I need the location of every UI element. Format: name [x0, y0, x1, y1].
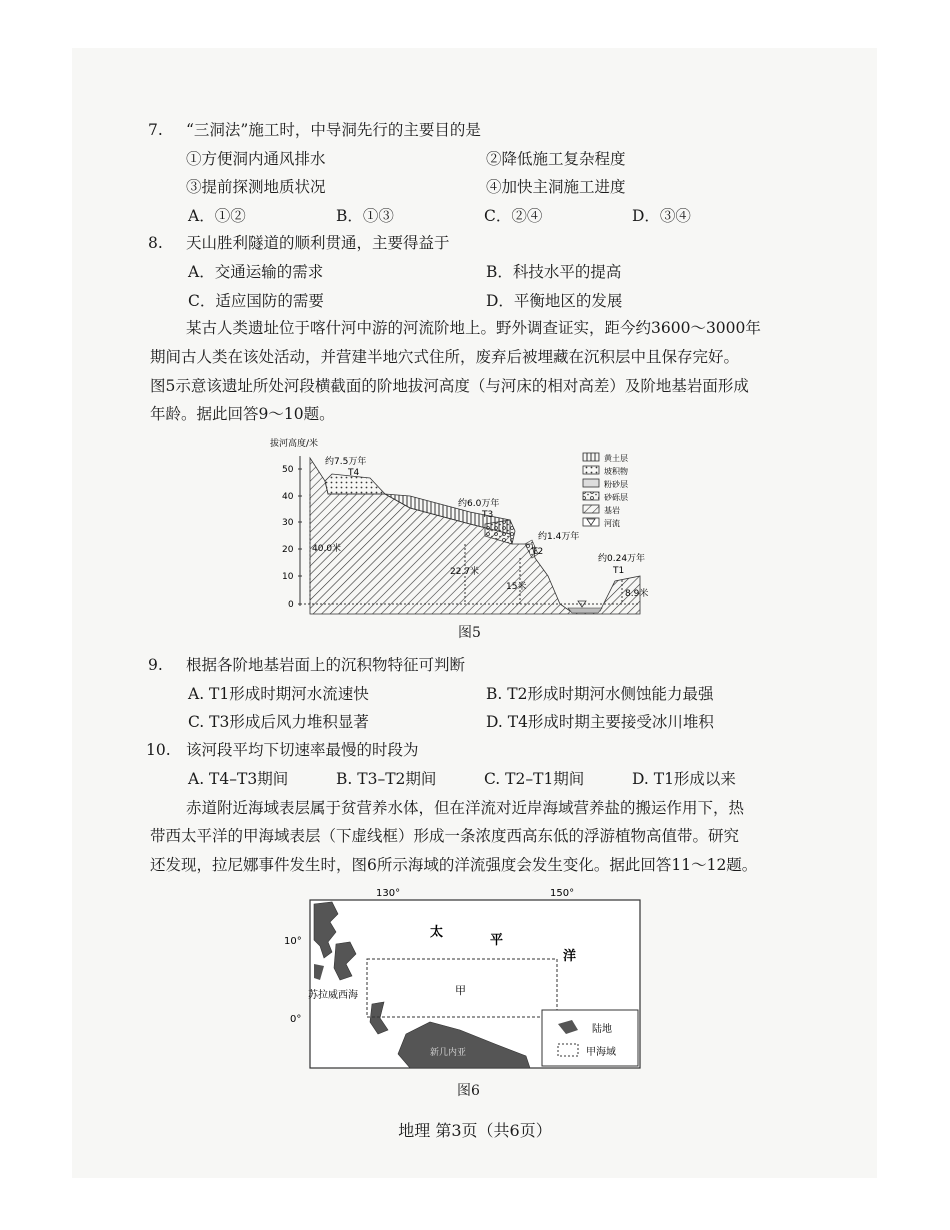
q7-option-d: D．③④	[632, 207, 691, 225]
fig5-legend-loess: 黄土层	[604, 454, 628, 463]
figure-5-terrace-profile	[270, 436, 670, 616]
passage2-line-2: 带西太平洋的甲海域表层（下虚线框）形成一条浓度西高东低的浮游植物高值带。研究	[150, 827, 740, 845]
fig5-legend	[583, 453, 628, 528]
q8-option-b: B．科技水平的提高	[486, 263, 622, 281]
q7-item-3: ③提前探测地质状况	[186, 178, 326, 196]
q7-number: 7.	[148, 121, 163, 139]
q7-stem: “三洞法”施工时，中导洞先行的主要目的是	[186, 121, 481, 139]
fig5-t3-age: 约6.0万年	[458, 499, 500, 509]
q7-item-1: ①方便洞内通风排水	[186, 150, 326, 168]
figure-6-sea-map	[280, 884, 650, 1074]
fig5-legend-slope: 坡积物	[604, 467, 628, 476]
fig6-lon-150: 150°	[550, 888, 575, 899]
fig5-legend-river: 河流	[604, 519, 620, 528]
fig5-ytick-30: 30	[282, 518, 294, 528]
passage1-line-1: 某古人类遗址位于喀什河中游的河流阶地上。野外调查证实，距今约3600～3000年	[186, 319, 761, 337]
fig5-ytick-20: 20	[282, 545, 294, 555]
fig5-river	[568, 608, 602, 613]
fig5-t2-age: 约1.4万年	[538, 532, 580, 542]
fig5-ytick-10: 10	[282, 572, 294, 582]
fig6-lat-10: 10°	[284, 936, 302, 947]
q8-number: 8.	[148, 234, 163, 252]
fig5-ytick-50: 50	[282, 465, 294, 475]
q7-option-a: A．①②	[188, 207, 246, 225]
passage1-line-2: 期间古人类在该处活动，并营建半地穴式住所，废弃后被埋藏在沉积层中且保存完好。	[150, 348, 740, 366]
fig6-lon-130: 130°	[376, 888, 401, 899]
fig6-caption: 图6	[457, 1083, 480, 1099]
passage2-line-1: 赤道附近海域表层属于贫营养水体，但在洋流对近岸海域营养盐的搬运作用下，热	[186, 799, 745, 817]
fig5-ytick-40: 40	[282, 492, 294, 502]
q10-stem: 该河段平均下切速率最慢的时段为	[186, 741, 419, 759]
q7-item-2: ②降低施工复杂程度	[486, 150, 626, 168]
q9-option-b: B. T2形成时期河水侧蚀能力最强	[486, 685, 714, 703]
fig6-ocean-char-2: 平	[490, 933, 504, 948]
fig5-t4-height: 40.0米	[312, 544, 342, 554]
q9-option-a: A. T1形成时期河水流速快	[188, 685, 369, 703]
fig5-t3-name: T3	[482, 510, 494, 520]
q7-option-b: B．①③	[336, 207, 394, 225]
fig6-legend-box: 甲海域	[586, 1047, 616, 1058]
q7-item-4: ④加快主洞施工进度	[486, 178, 626, 196]
page-footer: 地理 第3页（共6页）	[398, 1121, 552, 1140]
q8-option-a: A．交通运输的需求	[188, 263, 324, 281]
fig5-caption: 图5	[458, 625, 481, 641]
q10-option-d: D. T1形成以来	[632, 770, 736, 788]
fig5-t2-height: 15米	[506, 582, 527, 592]
fig6-lat-0: 0°	[290, 1014, 302, 1025]
q8-option-c: C．适应国防的需要	[188, 292, 324, 310]
fig5-legend-bedrock: 基岩	[604, 506, 620, 515]
fig5-t1-name: T1	[613, 566, 625, 576]
q9-number: 9.	[148, 656, 163, 674]
passage2-line-3: 还发现，拉尼娜事件发生时，图6所示海域的洋流强度会发生变化。据此回答11～12题。	[150, 856, 758, 874]
q9-option-d: D. T4形成时期主要接受冰川堆积	[486, 713, 714, 731]
q10-option-b: B. T3–T2期间	[336, 770, 437, 788]
q10-option-a: A. T4–T3期间	[188, 770, 289, 788]
q8-option-d: D．平衡地区的发展	[486, 292, 623, 310]
fig5-t3-height: 22.7米	[450, 567, 480, 577]
q7-option-c: C．②④	[484, 207, 543, 225]
fig6-ocean-char-1: 太	[430, 925, 444, 940]
fig5-legend-gravel: 砂砾层	[604, 493, 628, 502]
q8-stem: 天山胜利隧道的顺利贯通，主要得益于	[186, 234, 450, 252]
fig6-jia-label: 甲	[455, 984, 466, 997]
fig5-t4-name: T4	[348, 468, 360, 478]
fig6-island-label: 新几内亚	[430, 1048, 467, 1058]
passage1-line-3: 图5示意该遗址所处河段横截面的阶地拔河高度（与河床的相对高差）及阶地基岩面形成	[150, 377, 749, 395]
fig5-t2-name: T2	[532, 547, 544, 557]
fig5-legend-silt: 粉砂层	[604, 480, 628, 489]
fig5-t1-height: 8.9米	[625, 589, 649, 599]
q9-stem: 根据各阶地基岩面上的沉积物特征可判断	[186, 656, 466, 674]
q9-option-c: C. T3形成后风力堆积显著	[188, 713, 369, 731]
fig6-legend-land: 陆地	[592, 1024, 612, 1035]
fig6-sea-label: 苏拉威西海	[308, 990, 358, 1001]
q10-option-c: C. T2–T1期间	[484, 770, 585, 788]
fig5-t1-age: 约0.24万年	[598, 554, 646, 564]
fig5-t4-age: 约7.5万年	[325, 457, 367, 467]
fig5-ylabel: 拔河高度/米	[270, 439, 319, 449]
q10-number: 10.	[146, 741, 171, 759]
fig5-ytick-0: 0	[288, 600, 294, 610]
passage1-line-4: 年龄。据此回答9～10题。	[150, 405, 335, 423]
fig6-ocean-char-3: 洋	[563, 949, 577, 964]
